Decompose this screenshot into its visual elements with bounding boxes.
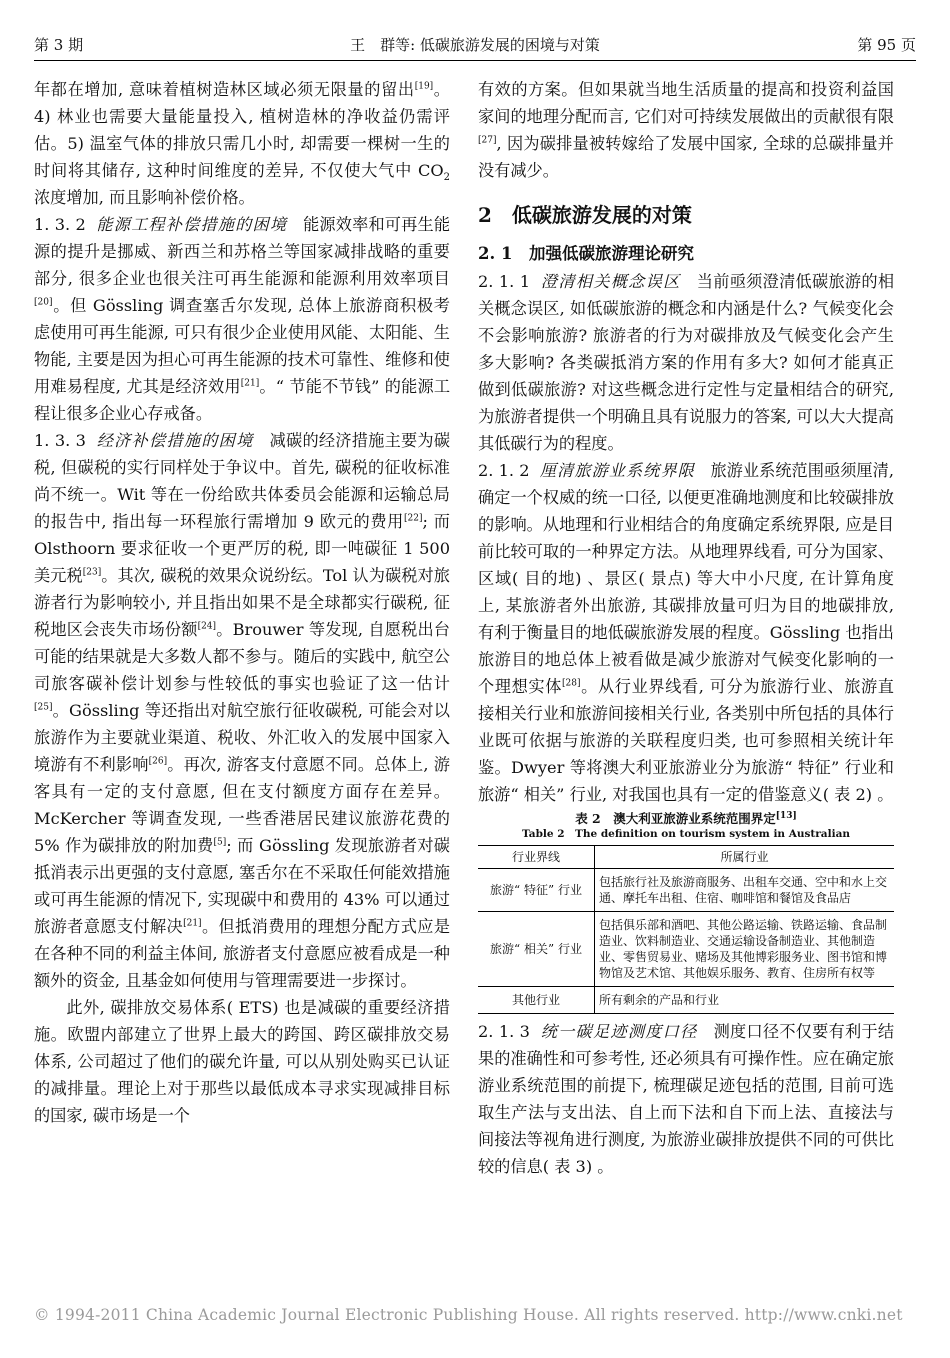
- text-run: ; 而 Olsthoorn 要求征收一个更严厉的税, 即一吨碳征 1 500 美元税: [34, 512, 450, 585]
- table-header: 行业界线: [478, 846, 595, 869]
- page-number: 第 95 页: [857, 36, 916, 54]
- section-heading-2: 2 低碳旅游发展的对策: [478, 203, 692, 227]
- text-run: 。“ 节能不节钱” 的能源工程让很多企业心存戒备。: [34, 377, 451, 423]
- citation: [21]: [183, 918, 202, 929]
- subscript: 2: [443, 172, 450, 184]
- section-heading-2-1: 2. 1 加强低碳旅游理论研究: [478, 244, 694, 263]
- citation: [27]: [478, 135, 497, 146]
- running-title: 王 群等: 低碳旅游发展的困境与对策: [350, 36, 600, 54]
- section-title: 经济补偿措施的困境: [96, 431, 254, 450]
- citation: [25]: [34, 702, 53, 713]
- text-run: 测度口径不仅要有利于结果的准确性和可参考性, 还必须具有可操作性。应在确定旅游业系统范围的前提下, 梳理碳足迹包括的范围, 目前可选取生产法与支出法、自上而下法和自下而上法、直接法与间接法等视角进行测度, 为旅游业碳排放提供不同的可供比较的信息( 表 3) 。: [478, 1022, 895, 1176]
- copyright-footer: © 1994-2011 China Academic Journal Electronic Publishing House. All rights reserved. http://www.cnki.net: [34, 1306, 903, 1324]
- table-cell: 其他行业: [478, 987, 595, 1014]
- table-title-en: Table 2 The definition on tourism system in Australian: [521, 828, 851, 840]
- section-number: 1. 3. 2: [34, 215, 86, 234]
- citation: [21]: [240, 378, 260, 389]
- table-cell: 旅游“ 相关” 行业: [478, 912, 595, 987]
- section-title: 能源工程补偿措施的困境: [96, 215, 288, 234]
- section-title: 厘清旅游业系统界限: [539, 461, 695, 480]
- table-caption: [478, 810, 894, 842]
- section-2-1-2: [478, 457, 894, 808]
- section-number: 2. 1. 2: [478, 461, 530, 480]
- text-run: 。Brouwer 等发现, 自愿税出台可能的结果就是大多数人都不参与。随后的实践中, 航空公司旅客碳补偿计划参与性较低的事实也验证了这一估计: [34, 620, 450, 693]
- text-run: 。但 Gössling 调查塞舌尔发现, 总体上旅游商积极考虑使用可再生能源, 可只有很少企业使用风能、太阳能、生物能, 主要是因为担心可再生能源的技术可靠性、维修和使用难易程度, 尤其是经济效用: [34, 296, 450, 396]
- section-number: 1. 3. 3: [34, 431, 86, 450]
- text-run: ; 而 Gössling 发现旅游者对碳抵消表示出更强的支付意愿, 塞舌尔在不采取任何能效措施或可再生能源的情况下, 实现碳中和费用的 43% 可以通过旅游者意愿支付解决: [34, 836, 450, 936]
- paragraph: [34, 76, 450, 211]
- text-run: 当前亟须澄清低碳旅游的相关概念误区, 如低碳旅游的概念和内涵是什么? 气候变化会不会影响旅游? 旅游者的行为对碳排放及气候变化会产生多大影响? 各类碳抵消方案的作用有多大? 如何才能真正做到低碳旅游? 对这些概念进行定性与定量相结合的研究, 为旅游者提供一个明确且具有说服力的答案, 可以大大提高其低碳行为的程度。: [478, 272, 895, 453]
- citation: [28]: [562, 678, 581, 689]
- table-header: 所属行业: [595, 846, 895, 869]
- section-2-1-1: [478, 268, 894, 457]
- text-run: 。但抵消费用的理想分配方式应是在各种不同的利益主体间, 旅游者支付意愿应被看成是一种额外的资金, 且基金如何使用与管理需要进一步探讨。: [34, 917, 451, 990]
- table-row: [478, 987, 894, 1014]
- paragraph: 此外, 碳排放交易体系( ETS) 也是减碳的重要经济措施。欧盟内部建立了世界上最大的跨国、跨区碳排放交易体系, 公司超过了他们的碳允许量, 可以从别处购买已认证的减排量。理论上对于那些以最低成本寻求实现减排目标的国家, 碳市场是一个: [34, 998, 450, 1125]
- text-run: 。从行业界线看, 可分为旅游行业、旅游直接相关行业和旅游间接相关行业, 各类别中所包括的具体行业既可依据与旅游的关联程度归类, 也可参照相关统计年鉴。Dwyer 等将澳大利亚旅游业分为旅游“ 特征” 行业和旅游“ 相关” 行业, 对我国也具有一定的借鉴意义( 表 2) 。: [478, 677, 894, 804]
- citation: [20]: [34, 297, 53, 308]
- table-2: [478, 845, 894, 1014]
- text-run: 有效的方案。但如果就当地生活质量的提高和投资利益国家间的地理分配而言, 它们对可持续发展做出的贡献很有限: [478, 80, 894, 126]
- table-cell: 旅游“ 特征” 行业: [478, 869, 595, 912]
- table-title: 表 2 澳大利亚旅游业系统范围界定: [575, 811, 776, 826]
- text-run: 减碳的经济措施主要为碳税, 但碳税的实行同样处于争议中。首先, 碳税的征收标准尚不统一。Wit 等在一份给欧共体委员会能源和运输总局的报告中, 指出每一环程旅行需增加 9 欧元的费用: [34, 431, 451, 531]
- table-row: [478, 912, 894, 987]
- citation: [5]: [213, 837, 227, 848]
- page-header: [34, 30, 916, 61]
- section-2-1-3: [478, 1018, 894, 1180]
- table-cell: 所有剩余的产品和行业: [599, 993, 720, 1007]
- table-cell: 包括俱乐部和酒吧、其他公路运输、铁路运输、食品制造业、饮料制造业、交通运输设备制造业、其他制造业、零售贸易业、赌场及其他博彩服务业、图书馆和博物馆及艺术馆、其他娱乐服务、教育、住房所有权等: [595, 912, 895, 987]
- issue-number: 第 3 期: [34, 36, 84, 54]
- citation: [13]: [775, 810, 797, 821]
- text-run: 。Gössling 等还指出对航空旅行征收碳税, 可能会对以旅游作为主要就业渠道、税收、外汇收入的发展中国家入境游有不利影响: [34, 701, 450, 774]
- section-1-3-3: [34, 427, 450, 994]
- text-run: 能源效率和可再生能源的提升是挪威、新西兰和苏格兰等国家减排战略的重要部分, 很多企业也很关注可再生能源和能源利用效率项目: [34, 215, 451, 288]
- citation: [19]: [414, 81, 434, 92]
- text-run: 年都在增加, 意味着植树造林区域必须无限量的留出: [34, 80, 415, 99]
- text-run: 。再次, 游客支付意愿不同。总体上, 游客具有一定的支付意愿, 但在支付额度方面存在差异。McKercher 等调查发现, 一些香港居民建议旅游花费的 5% 作为碳排放的附加费: [34, 755, 450, 855]
- citation: [23]: [82, 567, 102, 578]
- table-row: [478, 869, 894, 912]
- citation: [24]: [197, 621, 217, 632]
- text-run: 浓度增加, 而且影响补偿价格。: [34, 188, 255, 207]
- table-cell: 包括旅行社及旅游商服务、出租车交通、空中和水上交通、摩托车出租、住宿、咖啡馆和餐馆及食品店: [595, 869, 895, 912]
- section-number: 2. 1. 3: [478, 1022, 530, 1041]
- section-1-3-2: [34, 211, 450, 427]
- citation: [26]: [148, 756, 168, 767]
- text-run: 旅游业系统范围亟须厘清, 确定一个权威的统一口径, 以便更准确地测度和比较碳排放的影响。从地理和行业相结合的角度确定系统界限, 应是目前比较可取的一种界定方法。从地理界线看, 可分为国家、区域( 目的地) 、景区( 景点) 等大中小尺度, 在计算角度上, 某旅游者外出旅游, 其碳排放量可归为目的地碳排放, 有利于衡量目的地低碳旅游发展的程度。Gössling 也指出旅游目的地总体上被看做是减少旅游对气候变化影响的一个理想实体: [478, 461, 895, 696]
- section-title: 澄清相关概念误区: [540, 272, 681, 291]
- paragraph: [478, 76, 894, 184]
- section-number: 2. 1. 1: [478, 272, 531, 291]
- text-run: 。4) 林业也需要大量能量投入, 植树造林的净收益仍需评估。5) 温室气体的排放只需几小时, 却需要一棵树一生的时间将其储存, 这种时间维度的差异, 不仅使大气中 CO: [34, 80, 450, 180]
- text-run: 。其次, 碳税的效果众说纷纭。Tol 认为碳税对旅游者行为影响较小, 并且指出如果不是全球都实行碳税, 征税地区会丧失市场份额: [34, 566, 450, 639]
- section-title: 统一碳足迹测度口径: [540, 1022, 698, 1041]
- right-column: [478, 76, 894, 1180]
- text-run: , 因为碳排量被转嫁给了发展中国家, 全球的总碳排量并没有减少。: [478, 134, 894, 180]
- left-column: [34, 76, 450, 1129]
- citation: [22]: [404, 513, 423, 524]
